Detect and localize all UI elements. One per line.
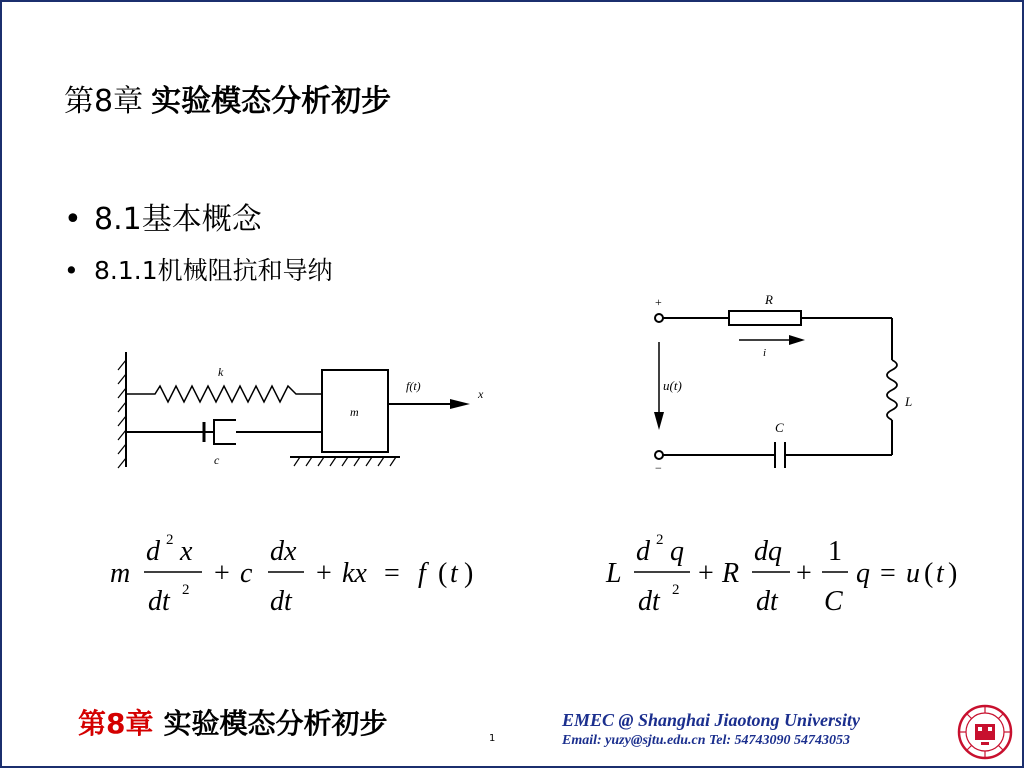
mass-spring-damper-diagram xyxy=(110,342,510,472)
svg-text:t: t xyxy=(450,558,458,589)
svg-text:c: c xyxy=(240,558,253,589)
resistor-label: R xyxy=(765,292,773,307)
svg-text:dt: dt xyxy=(756,586,778,617)
current-label: i xyxy=(763,347,767,359)
svg-text:+: + xyxy=(698,558,714,589)
axis-label: x xyxy=(478,387,484,401)
svg-text:+: + xyxy=(214,558,230,589)
slide-title xyxy=(64,76,391,120)
svg-text:q: q xyxy=(670,536,684,567)
mechanical-equation xyxy=(102,522,502,622)
svg-text:R: R xyxy=(722,558,740,589)
footer-chapter: 第8章 xyxy=(78,707,154,740)
bullet-item xyxy=(64,194,262,238)
svg-text:(: ( xyxy=(924,558,934,589)
spring-label: k xyxy=(218,365,224,379)
source-label: u(t) xyxy=(663,378,682,393)
bullet-item xyxy=(64,251,333,287)
svg-text:t: t xyxy=(936,558,944,589)
footer-info xyxy=(562,710,860,749)
title-main: 实验模态分析初步 xyxy=(151,84,392,119)
plus-label: + xyxy=(655,295,662,309)
inductor-label: L xyxy=(905,394,913,409)
svg-text:+: + xyxy=(316,558,332,589)
svg-text:=: = xyxy=(384,558,400,589)
minus-label: − xyxy=(655,461,662,475)
bullet-text: 8.1基本概念 xyxy=(94,202,262,237)
mass-label: m xyxy=(350,405,359,419)
title-chapter: 第8章 xyxy=(64,84,144,119)
svg-text:m: m xyxy=(110,558,131,589)
force-label: f(t) xyxy=(406,379,421,393)
bullet-text: 8.1.1机械阻抗和导纳 xyxy=(94,256,333,285)
svg-text:kx: kx xyxy=(342,558,367,589)
svg-text:+: + xyxy=(796,558,812,589)
svg-text:2: 2 xyxy=(182,582,190,598)
svg-text:x: x xyxy=(180,536,193,567)
svg-text:q: q xyxy=(856,558,870,589)
bullet-dot: • xyxy=(64,256,79,285)
svg-text:): ) xyxy=(464,558,474,589)
footer-affiliation: EMEC @ Shanghai Jiaotong University xyxy=(562,710,861,730)
footer-contact: Email: yuzy@sjtu.edu.cn Tel: 54743090 54743053 xyxy=(562,733,851,748)
svg-text:2: 2 xyxy=(672,582,680,598)
svg-text:dt: dt xyxy=(148,586,170,617)
svg-text:d: d xyxy=(636,536,650,567)
capacitor-label: C xyxy=(775,420,784,435)
svg-text:f: f xyxy=(418,558,426,589)
svg-text:dq: dq xyxy=(754,536,782,567)
electrical-equation xyxy=(602,522,982,622)
svg-text:2: 2 xyxy=(656,532,664,548)
bullet-dot: • xyxy=(64,202,82,237)
svg-text:C: C xyxy=(824,586,843,617)
svg-text:dt: dt xyxy=(638,586,660,617)
svg-text:(: ( xyxy=(438,558,448,589)
footer-title xyxy=(78,702,388,742)
footer-main: 实验模态分析初步 xyxy=(163,707,388,740)
page-number: 1 xyxy=(489,733,496,744)
svg-text:2: 2 xyxy=(166,532,174,548)
rlc-circuit-diagram xyxy=(647,290,917,475)
sjtu-logo-icon xyxy=(957,704,1013,760)
svg-text:dt: dt xyxy=(270,586,292,617)
svg-text:1: 1 xyxy=(828,536,842,567)
svg-text:dx: dx xyxy=(270,536,297,567)
svg-text:=: = xyxy=(880,558,896,589)
svg-text:u: u xyxy=(906,558,920,589)
svg-text:L: L xyxy=(606,558,622,589)
svg-text:): ) xyxy=(948,558,958,589)
svg-text:d: d xyxy=(146,536,160,567)
damper-label: c xyxy=(214,453,220,467)
